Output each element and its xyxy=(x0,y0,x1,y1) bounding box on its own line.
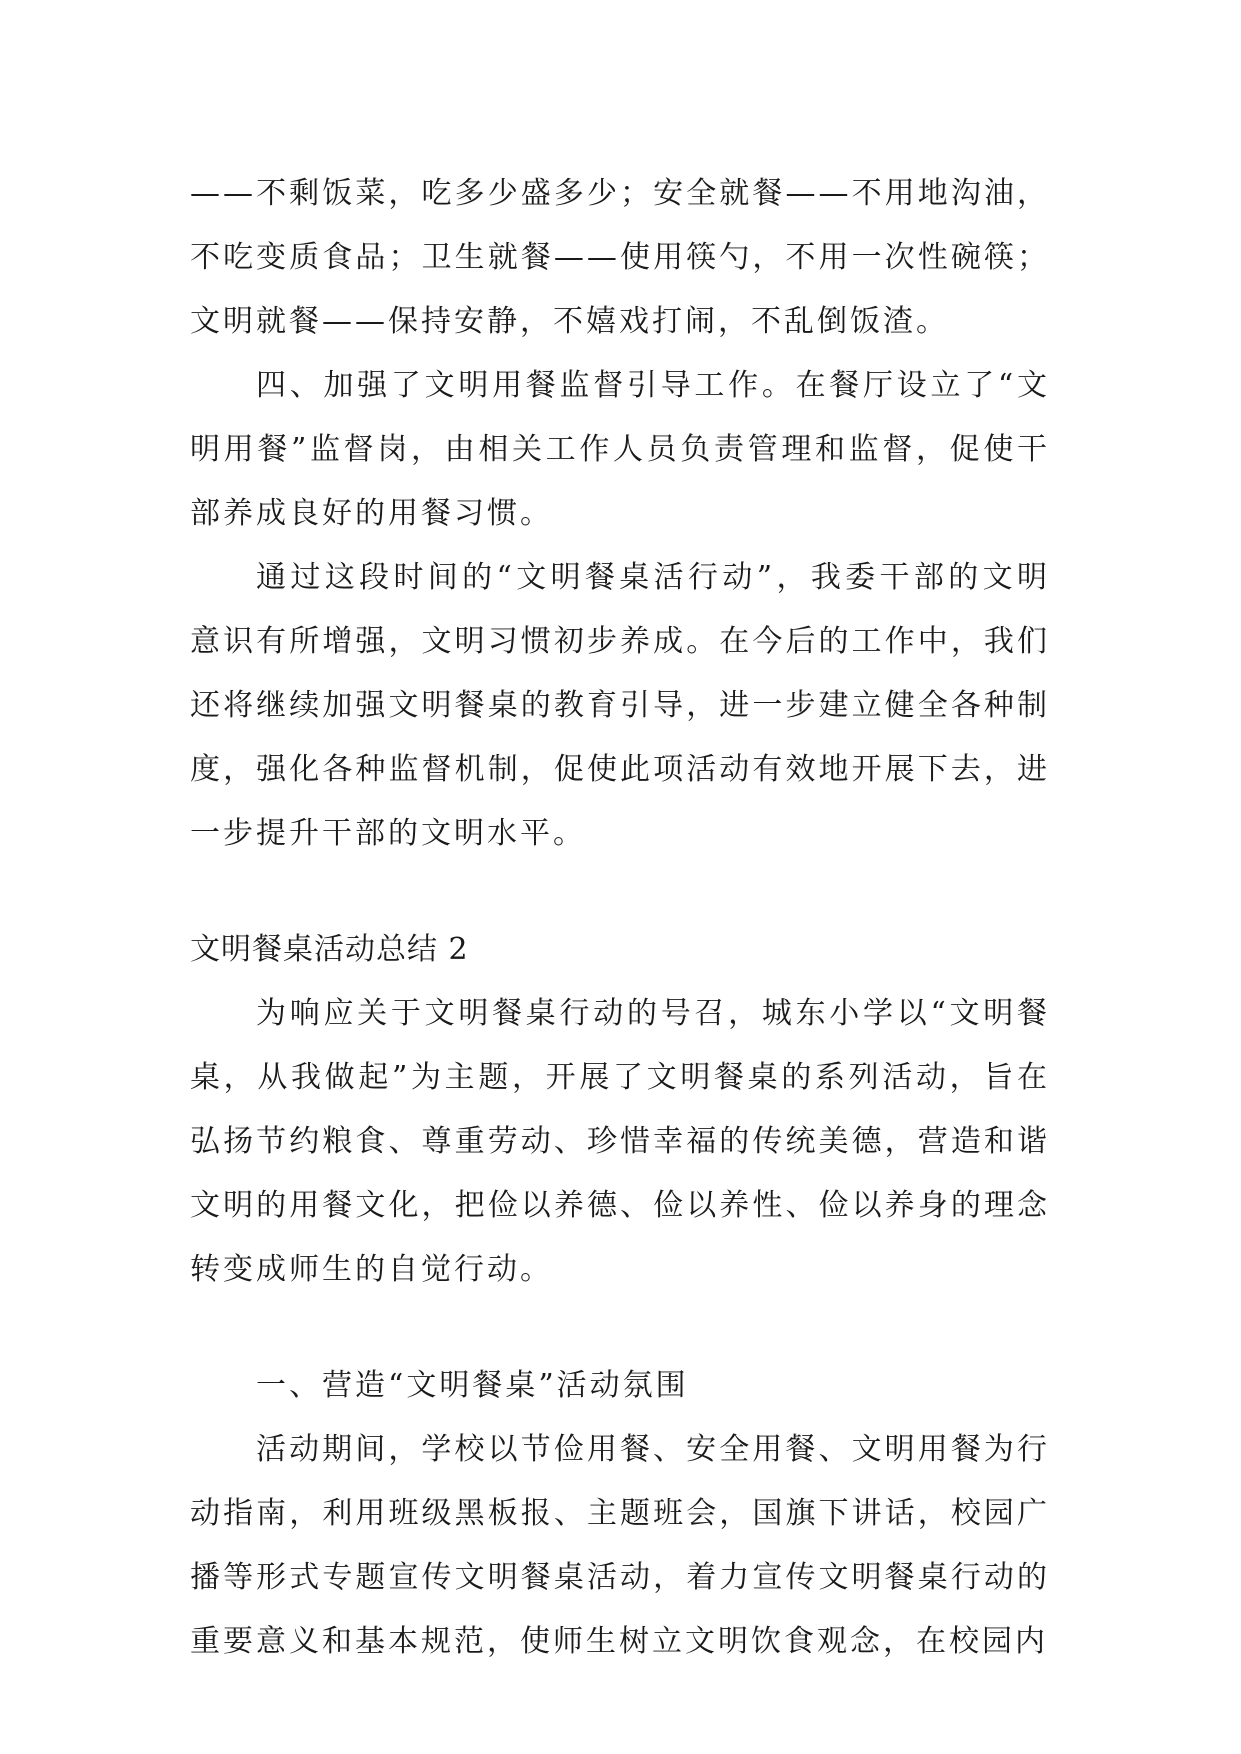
section-intro-paragraph: 为响应关于文明餐桌行动的号召，城东小学以“文明餐桌，从我做起”为主题，开展了文明餐桌的系列活动，旨在弘扬节约粮食、尊重劳动、珍惜幸福的传统美德，营造和谐文明的用餐文化，把俭以养德、俭以养性、俭以养身的理念转变成师生的自觉行动。 xyxy=(190,996,1050,1287)
section-title: 文明餐桌活动总结 2 xyxy=(190,932,469,967)
document-body xyxy=(190,162,1050,1674)
subsection-title: 一、营造“文明餐桌”活动氛围 xyxy=(256,1368,689,1403)
subsection-spacer xyxy=(190,1302,1050,1354)
paragraph-conclusion: 通过这段时间的“文明餐桌活行动”，我委干部的文明意识有所增强，文明习惯初步养成。在今后的工作中，我们还将继续加强文明餐桌的教育引导，进一步建立健全各种制度，强化各种监督机制，促使此项活动有效地开展下去，进一步提升干部的文明水平。 xyxy=(190,560,1050,851)
paragraph-continued: ——不剩饭菜，吃多少盛多少；安全就餐——不用地沟油，不吃变质食品；卫生就餐——使用筷勺，不用一次性碗筷；文明就餐——保持安静，不嬉戏打闹，不乱倒饭渣。 xyxy=(190,176,1050,339)
subsection-body-paragraph: 活动期间，学校以节俭用餐、安全用餐、文明用餐为行动指南，利用班级黑板报、主题班会，国旗下讲话，校园广播等形式专题宣传文明餐桌活动，着力宣传文明餐桌行动的重要意义和基本规范，使师生树立文明饮食观念，在校园内 xyxy=(190,1432,1050,1659)
section-spacer xyxy=(190,866,1050,918)
paragraph-supervision: 四、加强了文明用餐监督引导工作。在餐厅设立了“文明用餐”监督岗，由相关工作人员负责管理和监督，促使干部养成良好的用餐习惯。 xyxy=(190,368,1050,531)
